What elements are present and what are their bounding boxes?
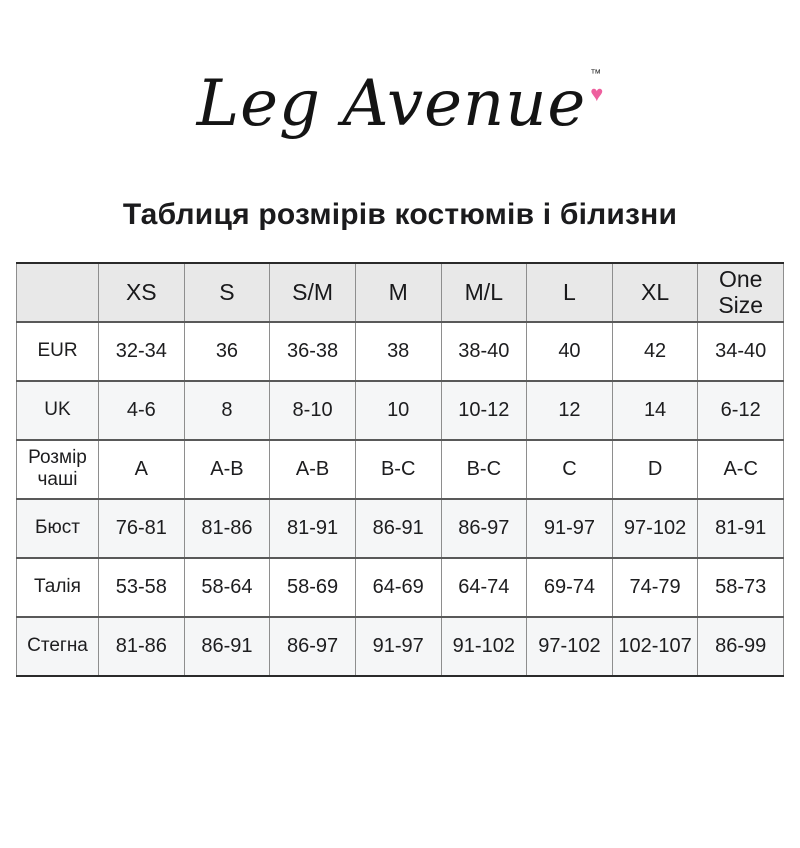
table-row <box>17 499 784 558</box>
size-value-cell: 32-34 <box>99 322 185 381</box>
size-value-cell: A-B <box>270 440 356 499</box>
size-value-cell: 42 <box>612 322 698 381</box>
size-value-cell: 86-97 <box>270 617 356 676</box>
table-header-row <box>17 263 784 322</box>
page-title: Таблиця розмірів костюмів і білизни <box>122 198 678 231</box>
table-body <box>17 322 784 676</box>
size-value-cell: 86-99 <box>698 617 784 676</box>
size-value-cell: 4-6 <box>99 381 185 440</box>
size-value-cell: 10-12 <box>441 381 527 440</box>
size-value-cell: 86-91 <box>184 617 270 676</box>
size-value-cell: 36-38 <box>270 322 356 381</box>
size-value-cell: 97-102 <box>527 617 613 676</box>
size-value-cell: 91-97 <box>527 499 613 558</box>
size-chart-table <box>16 262 784 677</box>
trademark-symbol: ™ <box>590 68 602 80</box>
size-value-cell: 74-79 <box>612 558 698 617</box>
size-value-cell: 58-69 <box>270 558 356 617</box>
row-label: Талія <box>17 558 99 617</box>
table-row <box>17 558 784 617</box>
size-value-cell: 76-81 <box>99 499 185 558</box>
size-value-cell: 81-91 <box>698 499 784 558</box>
size-value-cell: 53-58 <box>99 558 185 617</box>
size-value-cell: 38 <box>355 322 441 381</box>
size-value-cell: 8-10 <box>270 381 356 440</box>
size-value-cell: A-B <box>184 440 270 499</box>
column-header: S/M <box>270 263 356 322</box>
table-row <box>17 381 784 440</box>
size-value-cell: 97-102 <box>612 499 698 558</box>
size-value-cell: A-C <box>698 440 784 499</box>
size-value-cell: 86-91 <box>355 499 441 558</box>
column-header: M/L <box>441 263 527 322</box>
brand-logo-text: Leg Avenue <box>196 67 587 141</box>
size-value-cell: A <box>99 440 185 499</box>
size-value-cell: 81-86 <box>184 499 270 558</box>
column-header: M <box>355 263 441 322</box>
size-value-cell: 81-91 <box>270 499 356 558</box>
size-value-cell: D <box>612 440 698 499</box>
size-value-cell: 12 <box>527 381 613 440</box>
size-value-cell: 58-64 <box>184 558 270 617</box>
brand-logo-marks <box>590 69 603 105</box>
size-value-cell: 86-97 <box>441 499 527 558</box>
size-value-cell: 58-73 <box>698 558 784 617</box>
row-label: Бюст <box>17 499 99 558</box>
column-header: S <box>184 263 270 322</box>
row-label: Стегна <box>17 617 99 676</box>
size-value-cell: C <box>527 440 613 499</box>
heart-icon: ♥ <box>590 81 604 106</box>
size-value-cell: 34-40 <box>698 322 784 381</box>
size-value-cell: 14 <box>612 381 698 440</box>
size-value-cell: B-C <box>441 440 527 499</box>
size-value-cell: 81-86 <box>99 617 185 676</box>
row-label: UK <box>17 381 99 440</box>
size-value-cell: 64-74 <box>441 558 527 617</box>
corner-header-cell <box>17 263 99 322</box>
size-value-cell: 69-74 <box>527 558 613 617</box>
column-header: One Size <box>698 263 784 322</box>
table-row <box>17 617 784 676</box>
column-header: XS <box>99 263 185 322</box>
row-label: EUR <box>17 322 99 381</box>
size-value-cell: 10 <box>355 381 441 440</box>
size-value-cell: 91-97 <box>355 617 441 676</box>
size-value-cell: 40 <box>527 322 613 381</box>
size-value-cell: 8 <box>184 381 270 440</box>
size-value-cell: 36 <box>184 322 270 381</box>
table-header <box>17 263 784 322</box>
size-value-cell: 102-107 <box>612 617 698 676</box>
size-value-cell: 38-40 <box>441 322 527 381</box>
size-value-cell: 6-12 <box>698 381 784 440</box>
column-header: XL <box>612 263 698 322</box>
table-row <box>17 440 784 499</box>
size-value-cell: 91-102 <box>441 617 527 676</box>
size-value-cell: B-C <box>355 440 441 499</box>
brand-logo <box>0 48 800 160</box>
size-value-cell: 64-69 <box>355 558 441 617</box>
column-header: L <box>527 263 613 322</box>
row-label: Розмір чаші <box>17 440 99 499</box>
table-row <box>17 322 784 381</box>
